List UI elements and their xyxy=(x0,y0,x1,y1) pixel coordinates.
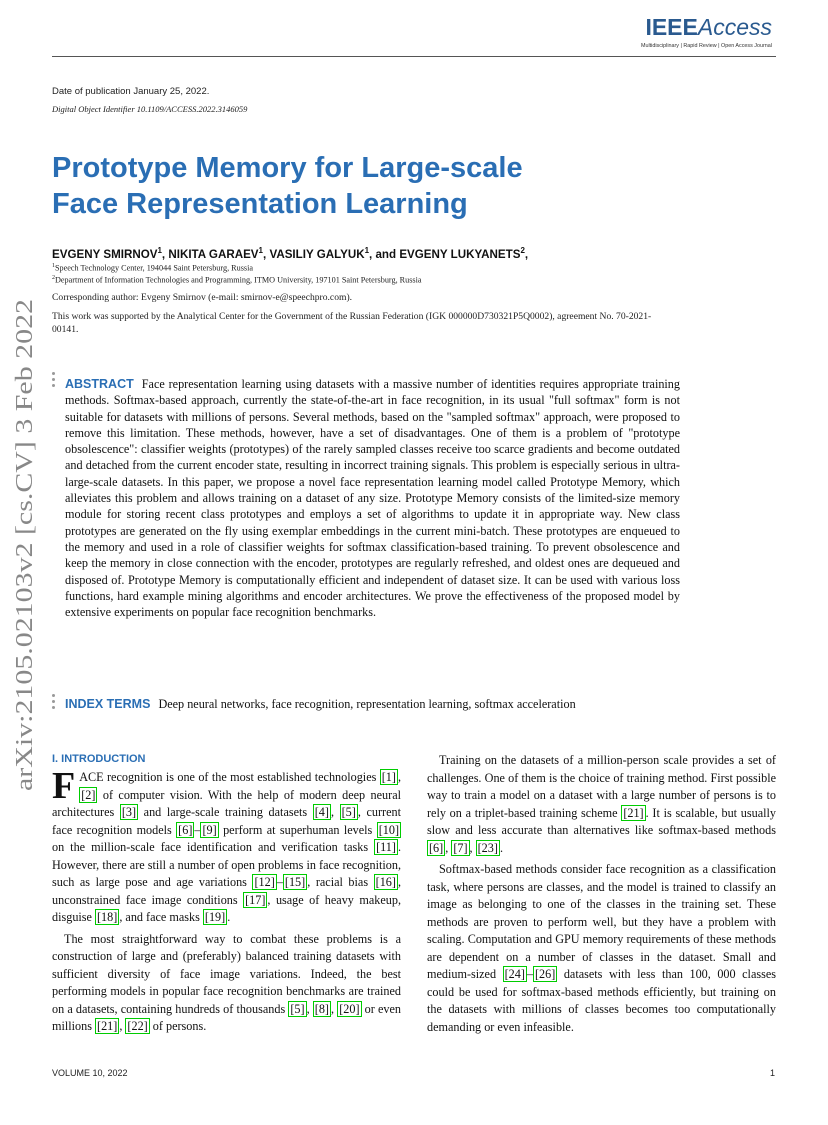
citation-link[interactable]: [12] xyxy=(254,875,275,889)
author-affiliation-mark: 2 xyxy=(520,246,525,255)
author-name: NIKITA GARAEV xyxy=(168,247,259,261)
paragraph-text: , usage of heavy makeup, disguise xyxy=(52,892,401,924)
paragraph-text: Training on the datasets of a million-person scale provides a set of challenges. One of them is the choice of training method. First possible way to train a model on a dataset with a large number of persons is to rely on a triplet-based training scheme xyxy=(427,753,776,820)
page-number: 1 xyxy=(770,1068,776,1078)
drop-cap: F xyxy=(52,765,76,807)
author-separator: , xyxy=(161,247,169,261)
citation-link[interactable]: [20] xyxy=(339,1001,360,1016)
title-line-1: Prototype Memory for Large-scale xyxy=(52,152,523,184)
paragraph-text: . xyxy=(227,910,231,924)
paragraph-text: , and face masks xyxy=(119,910,203,924)
index-terms-label: INDEX TERMS xyxy=(65,697,151,711)
corresponding-author: Corresponding author: Evgeny Smirnov (e-mail: smirnov-e@speechpro.com). xyxy=(52,292,353,303)
author-separator: , and xyxy=(369,247,400,261)
citation-link[interactable]: [19] xyxy=(204,910,226,924)
citation-link[interactable]: [15] xyxy=(284,875,306,889)
intro-paragraph-4 xyxy=(427,861,776,1036)
paper-title xyxy=(52,150,692,222)
publication-date: Date of publication January 25, 2022. xyxy=(52,86,210,97)
paragraph-text: datasets with less than 100, 000 classes could be used for softmax-based methods efficiently, but training on the datasets with millions of classes becomes too computationally demanding or even infeasible. xyxy=(427,967,776,1034)
author-name: EVGENY LUKYANETS xyxy=(399,247,521,261)
index-dots xyxy=(52,694,56,712)
author-separator: , xyxy=(263,247,270,261)
abstract-label: ABSTRACT xyxy=(65,377,134,391)
paragraph-text: – xyxy=(526,967,533,981)
paragraph-text: , xyxy=(469,840,476,855)
citation-link[interactable]: [17] xyxy=(245,892,266,907)
citation-link[interactable]: [10] xyxy=(378,822,400,837)
citation-link[interactable]: [4] xyxy=(314,805,329,819)
citation-link[interactable]: [18] xyxy=(97,910,118,924)
index-terms xyxy=(65,697,705,712)
paragraph-text: , xyxy=(119,1019,126,1033)
citation-link[interactable]: [5] xyxy=(290,1001,305,1016)
intro-paragraph-3 xyxy=(427,752,776,857)
abstract xyxy=(65,376,680,620)
abstract-text: Face representation learning using datasets with a massive number of identities requires appropriate training methods. Softmax-based approach, currently the state-of-the-art in face recognition, in its usual "full softmax" form is not suitable for datasets with millions of persons. Several methods, based on the "sampled softmax" approach, were proposed to remove this limitation. These methods, however, have a set of disadvantages. One of them is a problem of "prototype obsolescence": classifier weights (prototypes) of the rarely sampled classes receive too scarce gradients and become outdated and detached from the current encoder state, resulting in incorrect training signals. This problem is especially serious in ultra-large-scale datasets. In this paper, we propose a novel face representation learning model called Prototype Memory, which alleviates this problem and allows training on a dataset of any size. Prototype Memory consists of the limited-size memory module for storing recent class prototypes and employs a set of algorithms to update it in appropriate way. New class prototypes are generated on the fly using exemplar embeddings in the current mini-batch. These prototypes are enqueued to the memory and used in a role of classifier weights for softmax classification-based training. To prevent obsolescence and keep the memory in close connection with the encoder, prototypes are regularly refreshed, and oldest ones are dequeued and disposed of. Prototype Memory is computationally efficient and independent of dataset size. It can be used with various loss functions, hard example mining algorithms and encoder architectures. We prove the effectiveness of the proposed model by extensive experiments on popular face recognition benchmarks. xyxy=(65,377,680,620)
affiliation-1: $^1$Speech Technology Center, 194044 Saint Petersburg, Russia xyxy=(52,263,253,273)
paragraph-text: The most straightforward way to combat these problems is a construction of large and (preferably) balanced training datasets with sufficient diversity of face image variations. Indeed, the best performing models in popular face recognition benchmarks are trained on a datasets, containing hundreds of thousands xyxy=(52,931,401,1016)
citation-link[interactable]: [7] xyxy=(453,840,468,855)
intro-paragraph-1 xyxy=(52,765,401,927)
citation-link[interactable]: [3] xyxy=(121,805,137,819)
section-heading: I. INTRODUCTION xyxy=(52,753,146,765)
paragraph-text: ACE recognition is one of the most established technologies xyxy=(79,770,380,784)
logo-brand-light: Access xyxy=(697,14,772,40)
paragraph-text: , xyxy=(306,1001,313,1016)
logo-tagline: Multidisciplinary | Rapid Review | Open Access Journal xyxy=(640,43,772,49)
paragraph-text: or even millions xyxy=(52,1001,401,1033)
author-list xyxy=(52,246,752,261)
citation-link[interactable]: [26] xyxy=(534,967,556,981)
paragraph-text: and large-scale training datasets xyxy=(138,805,313,819)
arxiv-identifier: arXiv:2105.02103v2 [cs.CV] 3 Feb 2022 xyxy=(12,396,38,791)
index-terms-text: Deep neural networks, face recognition, representation learning, softmax acceleration xyxy=(158,697,576,711)
paragraph-text: of computer vision. With the help of modern deep neural architectures xyxy=(52,787,401,819)
right-column xyxy=(427,752,776,1036)
author-separator: , xyxy=(524,247,529,261)
author-affiliation-mark: 1 xyxy=(157,246,162,255)
intro-paragraph-2 xyxy=(52,931,401,1036)
citation-link[interactable]: [24] xyxy=(504,967,525,981)
citation-link[interactable]: [8] xyxy=(314,1001,329,1016)
author-affiliation-mark: 1 xyxy=(258,246,263,255)
affiliation-2: $^2$Department of Information Technologies and Programming, ITMO University, 197101 Saint Petersburg, Russia xyxy=(52,275,422,285)
paragraph-text: , xyxy=(331,1001,338,1016)
volume-footer: VOLUME 10, 2022 xyxy=(52,1068,128,1078)
paragraph-text: , xyxy=(445,840,452,855)
funding-note: This work was supported by the Analytical Center for the Government of the Russian Federation (IGK 000000D730321P5Q0002), agreement No. 70-2021-00141. xyxy=(52,311,652,335)
citation-link[interactable]: [9] xyxy=(202,822,217,837)
paragraph-text: Softmax-based methods consider face recognition as a classification task, where persons are classes, and the model is trained to classify an image as belonging to one of the classes in the training set. These methods are proven to perform well, but they have a problem with scaling. Computation and GPU memory requirements of these methods are dependent on a number of classes in the dataset. Small and medium-sized xyxy=(427,862,776,981)
paragraph-text: . It is scalable, but usually slow and less accurate than alternatives like softmax-based methods xyxy=(427,805,776,837)
citation-link[interactable]: [21] xyxy=(97,1019,118,1033)
paragraph-text: , xyxy=(330,805,340,819)
logo-brand-bold: IEEE xyxy=(645,14,698,40)
header-rule xyxy=(52,56,776,57)
arxiv-sidebar xyxy=(0,298,46,793)
citation-link[interactable]: [6] xyxy=(429,840,444,855)
ieee-access-logo xyxy=(632,14,772,54)
left-column xyxy=(52,752,401,1036)
paragraph-text: , current face recognition models xyxy=(52,805,401,837)
paragraph-text: of persons. xyxy=(149,1019,207,1033)
citation-link[interactable]: [6] xyxy=(178,822,193,837)
doi: Digital Object Identifier 10.1109/ACCESS.2022.3146059 xyxy=(52,104,248,114)
citation-link[interactable]: [23] xyxy=(477,840,498,855)
author-affiliation-mark: 1 xyxy=(364,246,370,255)
citation-link[interactable]: [1] xyxy=(381,770,396,784)
author-name: EVGENY SMIRNOV xyxy=(52,247,158,261)
abstract-dots xyxy=(52,372,56,390)
paragraph-text: . xyxy=(499,840,503,855)
citation-link[interactable]: [5] xyxy=(341,805,356,819)
citation-link[interactable]: [22] xyxy=(127,1019,148,1033)
citation-link[interactable]: [11] xyxy=(376,840,396,854)
citation-link[interactable]: [2] xyxy=(81,787,96,802)
paragraph-text: . However, there are still a number of open problems in face recognition, such as large pose and age variations xyxy=(52,840,401,889)
paragraph-text: , racial bias xyxy=(307,875,374,889)
author-name: VASILIY GALYUK xyxy=(269,247,365,261)
paragraph-text: perform at superhuman levels xyxy=(218,822,377,837)
citation-link[interactable]: [21] xyxy=(623,805,644,820)
paragraph-text: – xyxy=(194,822,201,837)
title-line-2: Face Representation Learning xyxy=(52,188,468,220)
paragraph-text: – xyxy=(276,875,283,889)
citation-link[interactable]: [16] xyxy=(375,875,396,889)
paragraph-text: on the million-scale face identification and verification tasks xyxy=(52,840,375,854)
paragraph-text: , unconstrained face image conditions xyxy=(52,875,401,907)
paragraph-text: , xyxy=(397,770,401,784)
